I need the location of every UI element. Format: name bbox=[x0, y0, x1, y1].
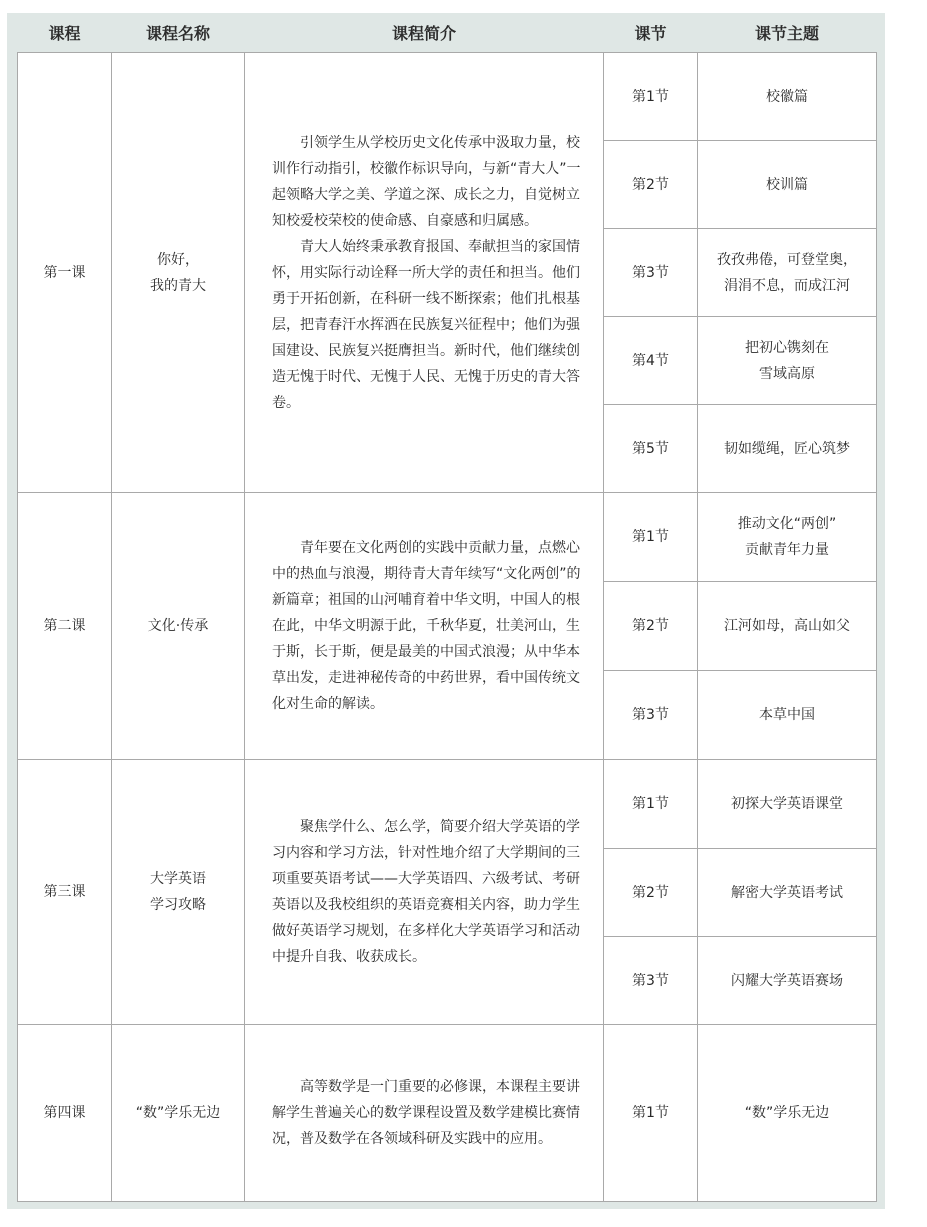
lesson-title-cell: “数”学乐无边 bbox=[698, 1025, 877, 1202]
lesson-title-cell: 解密大学英语考试 bbox=[698, 849, 877, 937]
intro-paragraph: 青年要在文化两创的实践中贡献力量，点燃心中的热血与浪漫，期待青大青年续写“文化两创”的新篇章；祖国的山河哺育着中华文明，中国人的根在此，中华文明源于此，千秋华夏，壮美河山，生于斯，长于斯，便是最美的中国式浪漫；从中华本草出发，走进神秘传奇的中药世界，看中国传统文化对生命的解读。 bbox=[272, 540, 581, 712]
table-row bbox=[18, 1025, 877, 1202]
course-intro-cell bbox=[245, 493, 604, 760]
course-name-cell: 文化·传承 bbox=[112, 493, 245, 760]
course-intro-cell bbox=[245, 1025, 604, 1202]
course-cell: 第二课 bbox=[18, 493, 112, 760]
header-lesson-title: 课节主题 bbox=[754, 24, 819, 43]
course-table bbox=[17, 13, 877, 1202]
lesson-no-cell: 第2节 bbox=[604, 849, 698, 937]
course-name-cell: “数”学乐无边 bbox=[112, 1025, 245, 1202]
lesson-no-cell: 第1节 bbox=[604, 1025, 698, 1202]
lesson-title-cell: 初探大学英语课堂 bbox=[698, 760, 877, 849]
course-name-cell: 你好， 我的青大 bbox=[112, 53, 245, 493]
course-cell: 第四课 bbox=[18, 1025, 112, 1202]
table-row bbox=[18, 760, 877, 849]
header-course-name: 课程名称 bbox=[145, 24, 210, 43]
intro-paragraph: 青大人始终秉承教育报国、奉献担当的家国情怀，用实际行动诠释一所大学的责任和担当。他们勇于开拓创新，在科研一线不断探索；他们扎根基层，把青春汗水挥洒在民族复兴征程中；他们为强国建设、民族复兴挺膺担当。新时代，他们继续创造无愧于时代、无愧于人民、无愧于历史的青大答卷。 bbox=[272, 238, 580, 411]
lesson-no-cell: 第3节 bbox=[604, 229, 698, 317]
lesson-no-cell: 第3节 bbox=[604, 671, 698, 760]
lesson-title-cell: 校训篇 bbox=[698, 141, 877, 229]
course-cell: 第一课 bbox=[18, 53, 112, 493]
header-intro: 课程简介 bbox=[391, 24, 456, 43]
lesson-no-cell: 第2节 bbox=[604, 582, 698, 671]
header-course: 课程 bbox=[48, 24, 81, 43]
intro-paragraph: 聚焦学什么、怎么学，简要介绍大学英语的学习内容和学习方法，针对性地介绍了大学期间的三项重要英语考试——大学英语四、六级考试、考研英语以及我校组织的英语竞赛相关内容，助力学生做好英语学习规划，在多样化大学英语学习和活动中提升自我、收获成长。 bbox=[272, 819, 580, 965]
lesson-title-cell: 把初心镌刻在 雪域高原 bbox=[698, 317, 877, 405]
lesson-no-cell: 第5节 bbox=[604, 405, 698, 493]
lesson-title-cell: 校徽篇 bbox=[698, 53, 877, 141]
lesson-title-cell: 推动文化“两创” 贡献青年力量 bbox=[698, 493, 877, 582]
lesson-no-cell: 第2节 bbox=[604, 141, 698, 229]
table-row bbox=[18, 493, 877, 582]
lesson-no-cell: 第1节 bbox=[604, 53, 698, 141]
lesson-title-cell: 江河如母，高山如父 bbox=[698, 582, 877, 671]
lesson-title-cell: 闪耀大学英语赛场 bbox=[698, 937, 877, 1025]
course-intro-cell bbox=[245, 760, 604, 1025]
header-lesson: 课节 bbox=[634, 24, 667, 43]
lesson-no-cell: 第1节 bbox=[604, 493, 698, 582]
lesson-no-cell: 第1节 bbox=[604, 760, 698, 849]
lesson-title-cell: 韧如缆绳，匠心筑梦 bbox=[698, 405, 877, 493]
course-cell: 第三课 bbox=[18, 760, 112, 1025]
lesson-no-cell: 第3节 bbox=[604, 937, 698, 1025]
lesson-title-cell: 本草中国 bbox=[698, 671, 877, 760]
intro-paragraph: 引领学生从学校历史文化传承中汲取力量，校训作行动指引，校徽作标识导向，与新“青大人”一起领略大学之美、学道之深、成长之力，自觉树立知校爱校荣校的使命感、自豪感和归属感。 bbox=[272, 134, 581, 229]
lesson-no-cell: 第4节 bbox=[604, 317, 698, 405]
header-row bbox=[18, 13, 877, 53]
lesson-title-cell: 孜孜弗倦，可登堂奥， 涓涓不息，而成江河 bbox=[698, 229, 877, 317]
intro-paragraph: 高等数学是一门重要的必修课，本课程主要讲解学生普遍关心的数学课程设置及数学建模比赛情况，普及数学在各领域科研及实践中的应用。 bbox=[272, 1079, 580, 1147]
course-name-cell: 大学英语 学习攻略 bbox=[112, 760, 245, 1025]
table-row bbox=[18, 53, 877, 141]
course-intro-cell bbox=[245, 53, 604, 493]
